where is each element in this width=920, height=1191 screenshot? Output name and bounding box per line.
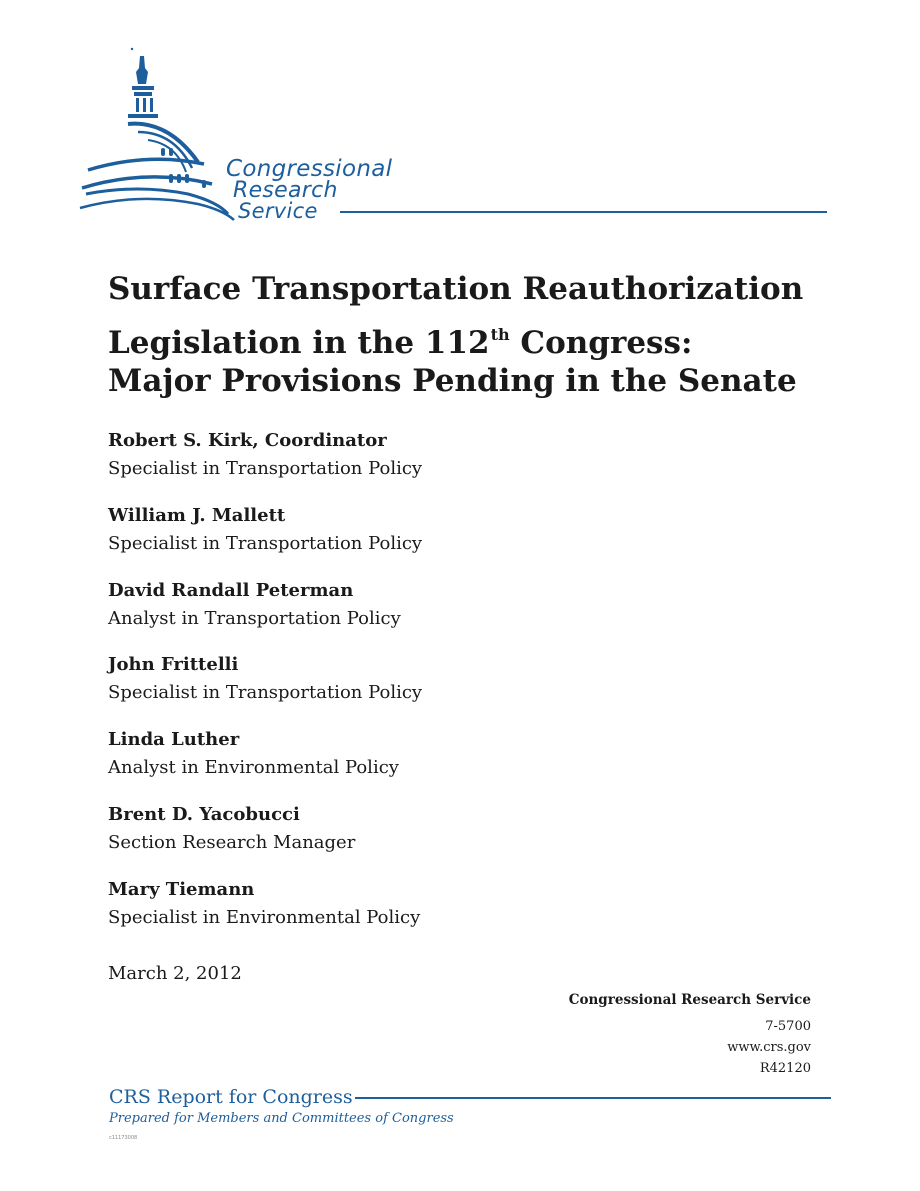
author-role: Section Research Manager	[108, 832, 356, 853]
footer-rule	[355, 1097, 831, 1099]
title-line-3: Major Provisions Pending in the Senate	[108, 363, 797, 399]
author-name: Brent D. Yacobucci	[108, 804, 300, 825]
logo-rule	[340, 211, 827, 213]
author-role: Specialist in Transportation Policy	[108, 533, 423, 554]
author-name: David Randall Peterman	[108, 580, 354, 601]
title-line-2-pre: Legislation in the 112	[108, 325, 490, 361]
author-role: Specialist in Transportation Policy	[108, 458, 423, 479]
author-name: Linda Luther	[108, 729, 240, 750]
author-name: Mary Tiemann	[108, 879, 255, 900]
publisher-name: Congressional Research Service	[568, 992, 811, 1008]
title-superscript: th	[490, 325, 510, 344]
publisher-url[interactable]: www.crs.gov	[727, 1040, 811, 1055]
author-role: Analyst in Transportation Policy	[108, 608, 401, 629]
author-role: Specialist in Environmental Policy	[108, 907, 421, 928]
crs-report-label: CRS Report for Congress	[109, 1086, 353, 1108]
report-date: March 2, 2012	[108, 963, 242, 984]
title-line-1: Surface Transportation Reauthorization	[108, 271, 804, 307]
report-number: R42120	[759, 1061, 811, 1076]
author-name: Robert S. Kirk, Coordinator	[108, 430, 387, 451]
title-line-2	[108, 318, 692, 360]
title-line-2-post: Congress:	[509, 325, 693, 361]
logo-word-congressional: Congressional	[226, 156, 393, 182]
prepared-for-label: Prepared for Members and Committees of Congress	[109, 1111, 454, 1126]
author-name: William J. Mallett	[108, 505, 286, 526]
document-code: c11173008	[109, 1135, 138, 1141]
author-role: Specialist in Transportation Policy	[108, 682, 423, 703]
logo-word-service: Service	[238, 199, 318, 223]
author-name: John Frittelli	[108, 654, 239, 675]
author-role: Analyst in Environmental Policy	[108, 757, 399, 778]
capitol-dome-icon	[78, 44, 238, 222]
logo-word-research: Research	[233, 178, 338, 203]
publisher-code: 7-5700	[765, 1019, 811, 1034]
